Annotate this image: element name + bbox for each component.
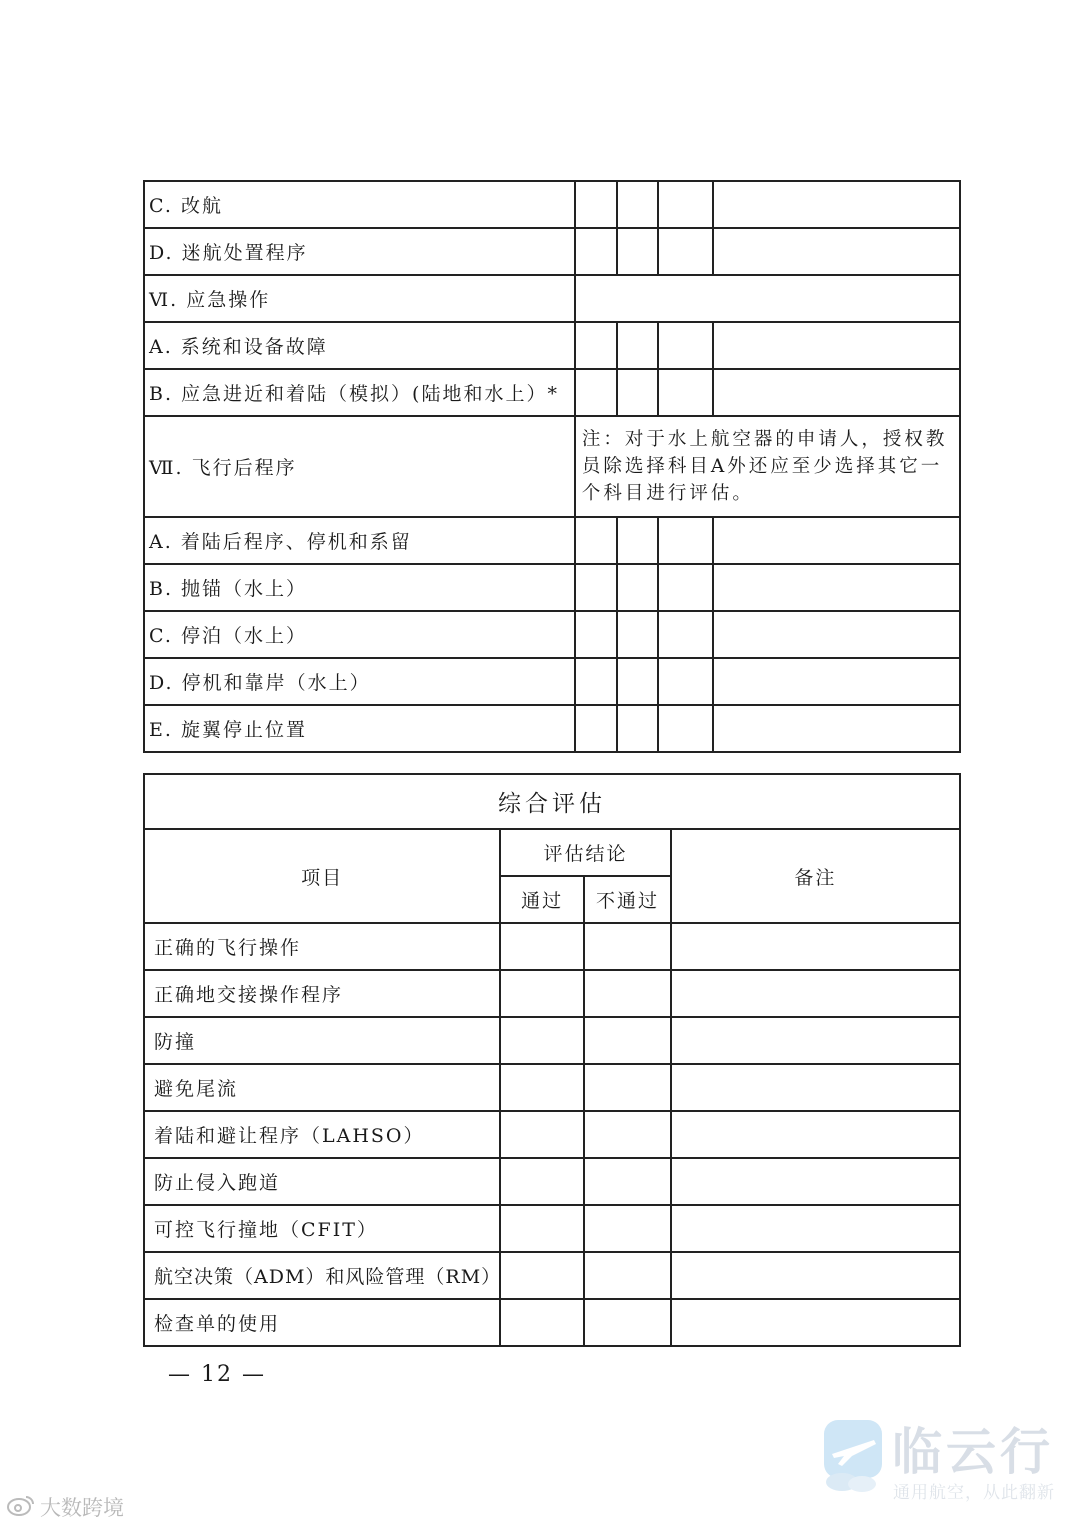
check-cell	[617, 369, 658, 416]
check-cell	[658, 611, 713, 658]
check-cell	[617, 322, 658, 369]
item-label: A. 系统和设备故障	[144, 322, 575, 369]
section-row	[144, 416, 960, 517]
summary-item: 防止侵入跑道	[144, 1158, 500, 1205]
item-label: B. 应急进近和着陆（模拟）(陆地和水上）*	[144, 369, 575, 416]
summary-item: 正确的飞行操作	[144, 923, 500, 970]
remark-cell	[671, 1111, 960, 1158]
check-cell	[575, 611, 617, 658]
brand-watermark: 临云行	[892, 1423, 1054, 1481]
check-cell	[617, 517, 658, 564]
pass-cell	[500, 1205, 584, 1252]
section-label: Ⅵ. 应急操作	[144, 275, 575, 322]
section-row	[144, 275, 960, 322]
remark-cell	[713, 705, 960, 752]
table-row	[144, 611, 960, 658]
table-row	[144, 705, 960, 752]
pass-cell	[500, 1111, 584, 1158]
check-cell	[658, 517, 713, 564]
pass-cell	[500, 923, 584, 970]
remark-cell	[713, 322, 960, 369]
remark-cell	[671, 1252, 960, 1299]
pass-cell	[500, 1299, 584, 1346]
weibo-icon	[6, 1493, 36, 1522]
item-label: A. 着陆后程序、停机和系留	[144, 517, 575, 564]
header-conclusion: 评估结论	[500, 829, 671, 876]
section-blank-cell	[575, 275, 960, 322]
pass-cell	[500, 1158, 584, 1205]
check-cell	[575, 369, 617, 416]
table-row	[144, 1017, 960, 1064]
pass-cell	[500, 1064, 584, 1111]
summary-title-row	[144, 774, 960, 829]
check-cell	[575, 517, 617, 564]
left-watermark	[6, 1492, 124, 1522]
left-watermark-text: 大数跨境	[40, 1496, 124, 1520]
remark-cell	[671, 923, 960, 970]
check-cell	[658, 658, 713, 705]
summary-item: 避免尾流	[144, 1064, 500, 1111]
evaluation-table	[143, 180, 961, 753]
plane-logo-icon	[822, 1418, 884, 1498]
summary-item: 可控飞行撞地（CFIT）	[144, 1205, 500, 1252]
check-cell	[617, 564, 658, 611]
table-row	[144, 181, 960, 228]
summary-title: 综合评估	[144, 774, 960, 829]
summary-item: 航空决策（ADM）和风险管理（RM）	[144, 1252, 500, 1299]
check-cell	[617, 181, 658, 228]
table-row	[144, 1064, 960, 1111]
summary-item: 正确地交接操作程序	[144, 970, 500, 1017]
remark-cell	[671, 1158, 960, 1205]
check-cell	[658, 228, 713, 275]
fail-cell	[584, 1064, 671, 1111]
check-cell	[617, 658, 658, 705]
remark-cell	[713, 611, 960, 658]
section-label: Ⅶ. 飞行后程序	[144, 416, 575, 517]
check-cell	[575, 658, 617, 705]
table-row	[144, 1252, 960, 1299]
check-cell	[575, 228, 617, 275]
table-row	[144, 923, 960, 970]
summary-item: 防撞	[144, 1017, 500, 1064]
item-label: E. 旋翼停止位置	[144, 705, 575, 752]
fail-cell	[584, 1205, 671, 1252]
page-number: — 12 —	[168, 1362, 266, 1387]
fail-cell	[584, 1111, 671, 1158]
item-label: C. 停泊（水上）	[144, 611, 575, 658]
table-row	[144, 970, 960, 1017]
item-label: C. 改航	[144, 181, 575, 228]
check-cell	[658, 181, 713, 228]
remark-cell	[671, 1299, 960, 1346]
table-row	[144, 1205, 960, 1252]
header-row	[144, 829, 960, 876]
summary-item: 着陆和避让程序（LAHSO）	[144, 1111, 500, 1158]
table-row	[144, 228, 960, 275]
fail-cell	[584, 1299, 671, 1346]
remark-cell	[671, 1064, 960, 1111]
table-row	[144, 322, 960, 369]
table-row	[144, 658, 960, 705]
item-label: D. 迷航处置程序	[144, 228, 575, 275]
check-cell	[617, 228, 658, 275]
table-row	[144, 517, 960, 564]
fail-cell	[584, 1017, 671, 1064]
header-remarks: 备注	[671, 829, 960, 923]
section-note: 注：对于水上航空器的申请人，授权教员除选择科目A外还应至少选择其它一个科目进行评估。	[575, 416, 960, 517]
remark-cell	[713, 228, 960, 275]
check-cell	[658, 705, 713, 752]
table-row	[144, 1299, 960, 1346]
summary-item: 检查单的使用	[144, 1299, 500, 1346]
item-label: D. 停机和靠岸（水上）	[144, 658, 575, 705]
check-cell	[658, 322, 713, 369]
remark-cell	[713, 517, 960, 564]
remark-cell	[713, 181, 960, 228]
remark-cell	[671, 1205, 960, 1252]
remark-cell	[713, 658, 960, 705]
check-cell	[575, 181, 617, 228]
remark-cell	[671, 970, 960, 1017]
remark-cell	[713, 564, 960, 611]
header-item: 项目	[144, 829, 500, 923]
check-cell	[617, 705, 658, 752]
check-cell	[617, 611, 658, 658]
brand-slogan: 通用航空，从此翻新	[893, 1483, 1055, 1503]
check-cell	[575, 322, 617, 369]
item-label: B. 抛锚（水上）	[144, 564, 575, 611]
table-row	[144, 564, 960, 611]
fail-cell	[584, 970, 671, 1017]
header-fail: 不通过	[584, 876, 671, 923]
table-row	[144, 1111, 960, 1158]
pass-cell	[500, 1017, 584, 1064]
pass-cell	[500, 970, 584, 1017]
pass-cell	[500, 1252, 584, 1299]
check-cell	[575, 705, 617, 752]
table-row	[144, 1158, 960, 1205]
table-row	[144, 369, 960, 416]
remark-cell	[671, 1017, 960, 1064]
summary-table	[143, 773, 961, 1347]
header-pass: 通过	[500, 876, 584, 923]
check-cell	[658, 369, 713, 416]
remark-cell	[713, 369, 960, 416]
fail-cell	[584, 923, 671, 970]
check-cell	[575, 564, 617, 611]
check-cell	[658, 564, 713, 611]
fail-cell	[584, 1252, 671, 1299]
fail-cell	[584, 1158, 671, 1205]
